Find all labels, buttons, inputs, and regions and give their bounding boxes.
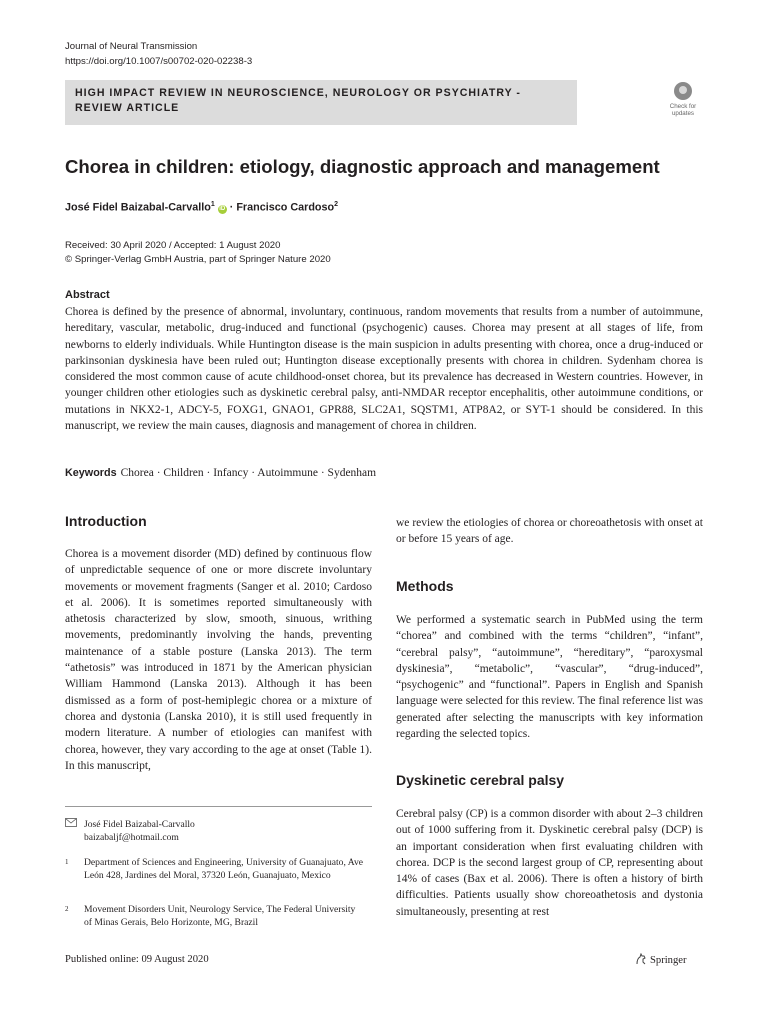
author-1-affiliation: 1 (210, 201, 215, 208)
contact-name: José Fidel Baizabal-Carvallo (84, 819, 195, 830)
copyright-notice: © Springer-Verlag GmbH Austria, part of Springer Nature 2020 (65, 254, 331, 265)
author-line (65, 201, 338, 214)
affiliation-2-number: 2 (65, 905, 69, 913)
affiliation-1-number: 1 (65, 858, 69, 866)
check-for-updates-line2: updates (671, 110, 695, 117)
affiliation-2: Movement Disorders Unit, Neurology Service, The Federal University of Minas Gerais, Belo Horizonte, MG, Brazil (84, 904, 356, 928)
keywords-list: Chorea · Children · Infancy · Autoimmune · Sydenham (120, 467, 377, 479)
dcp-heading: Dyskinetic cerebral palsy (396, 772, 565, 788)
journal-name: Journal of Neural Transmission (65, 41, 198, 52)
affiliation-1: Department of Sciences and Engineering, University of Guanajuato, Ave León 428, Jardines del Moral, 37320 León, Guanajuato, Mexico (84, 857, 364, 881)
author-2[interactable]: Francisco Cardoso (236, 201, 335, 214)
author-1[interactable]: José Fidel Baizabal-Carvallo (65, 201, 211, 214)
abstract-heading: Abstract (65, 289, 110, 301)
article-history (65, 239, 331, 267)
footnote-divider (65, 806, 372, 807)
keywords (65, 467, 376, 479)
check-for-updates-icon (674, 82, 692, 100)
doi-link[interactable]: https://doi.org/10.1007/s00702-020-02238-3 (65, 55, 253, 67)
article-type-label: HIGH IMPACT REVIEW IN NEUROSCIENCE, NEUROLOGY OR PSYCHIATRY - REVIEW ARTICLE (75, 87, 521, 114)
abstract-text: Chorea is defined by the presence of abnormal, involuntary, continuous, random movements that results from a number of autoimmune, hereditary, vascular, metabolic, drug-induced and functional (psychogenic) causes. Chorea may present at all stages of life, from newborns to elderly individuals. While Huntington disease is the main suspicion in adults presenting with chorea, once a drug-induced or parkinsonian dyskinesia have been ruled out; Huntington disease exceptionally presents with chorea in children. Sydenham chorea is considered the most common cause of acute childhood-onset chorea, but its prevalence has decreased in Western countries. However, in younger children other etiologies such as dyskinetic cerebral palsy, anti-NMDAR receptor encephalitis, other autoimmune conditions, or mutations in NKX2-1, ADCY-5, FOXG1, GNAO1, GPR88, SLC2A1, SQSTM1, ATP8A2, or SYT-1 should be considered. In this manuscript, we review the main causes, diagnosis and management of chorea in children. (65, 306, 703, 433)
introduction-text: Chorea is a movement disorder (MD) defined by continuous flow of unpredictable sequence of one or more discrete involuntary movements or movement fragments (Sanger et al. 2010; Cardoso et al. 2006). It is sometimes reported simultaneously with athetosis characterized by slow, smooth, sinuous, writhing movements, predominantly involving the hands, preventing maintenance of a stable posture (Lanska 2013). The term “athetosis” was introduced in 1871 by the American physician William Hammond (Lanska 2013). Although it has been dismissed as a form of post-hemiplegic chorea or a mixture of chorea and dystonia (Lanska 2010), it is still used frequently in modern literature. A number of etiologies can manifest with chorea, however, they vary according to the age at onset (Table 1). In this manuscript, (65, 548, 372, 772)
dcp-text: Cerebral palsy (CP) is a common disorder with about 2–3 children out of 1000 suffering from it. Dyskinetic cerebral palsy (DCP) is an important consideration when first evaluating children with chorea. DCP is the second largest group of CP, representing about 14% of cases (Bax et al. 2006). There is often a history of birth difficulties. Patients usually show choreoathetosis and dystonia simultaneously, presenting at rest (396, 808, 703, 918)
corresponding-author (84, 818, 195, 844)
published-date: Published online: 09 August 2020 (65, 954, 209, 965)
publisher-mark (635, 953, 686, 966)
keywords-label: Keywords (65, 467, 117, 479)
publisher-name: Springer (650, 955, 687, 966)
introduction-continued-text: we review the etiologies of chorea or choreoathetosis with onset at or before 15 years of age. (396, 517, 703, 546)
methods-heading: Methods (396, 578, 454, 594)
article-title: Chorea in children: etiology, diagnostic approach and management (65, 156, 660, 177)
envelope-icon (65, 818, 80, 827)
article-type-banner (65, 80, 577, 125)
orcid-icon[interactable]: iD (219, 205, 226, 212)
author-separator: · (226, 201, 237, 214)
journal-meta (65, 40, 252, 69)
introduction-heading: Introduction (65, 513, 147, 529)
author-2-affiliation: 2 (334, 201, 339, 208)
contact-email[interactable]: baizabaljf@hotmail.com (84, 832, 179, 843)
check-for-updates-badge[interactable] (663, 82, 703, 117)
received-accepted-dates: Received: 30 April 2020 / Accepted: 1 August 2020 (65, 240, 281, 251)
check-for-updates-line1: Check for (669, 103, 697, 110)
methods-text: We performed a systematic search in PubMed using the term “chorea” and combined with the terms “children”, “infant”, “cerebral palsy”, “autoimmune”, “hereditary”, “paroxysmal dyskinesia”, “metabolic”, “vascular”, “drug-induced”, “psychogenic” and “functional”. Papers in English and Spanish language were selected for this review. The final reference list was generated after selecting the manuscripts with key information regarding the selected topics. (396, 614, 703, 741)
springer-horse-icon (635, 953, 647, 965)
